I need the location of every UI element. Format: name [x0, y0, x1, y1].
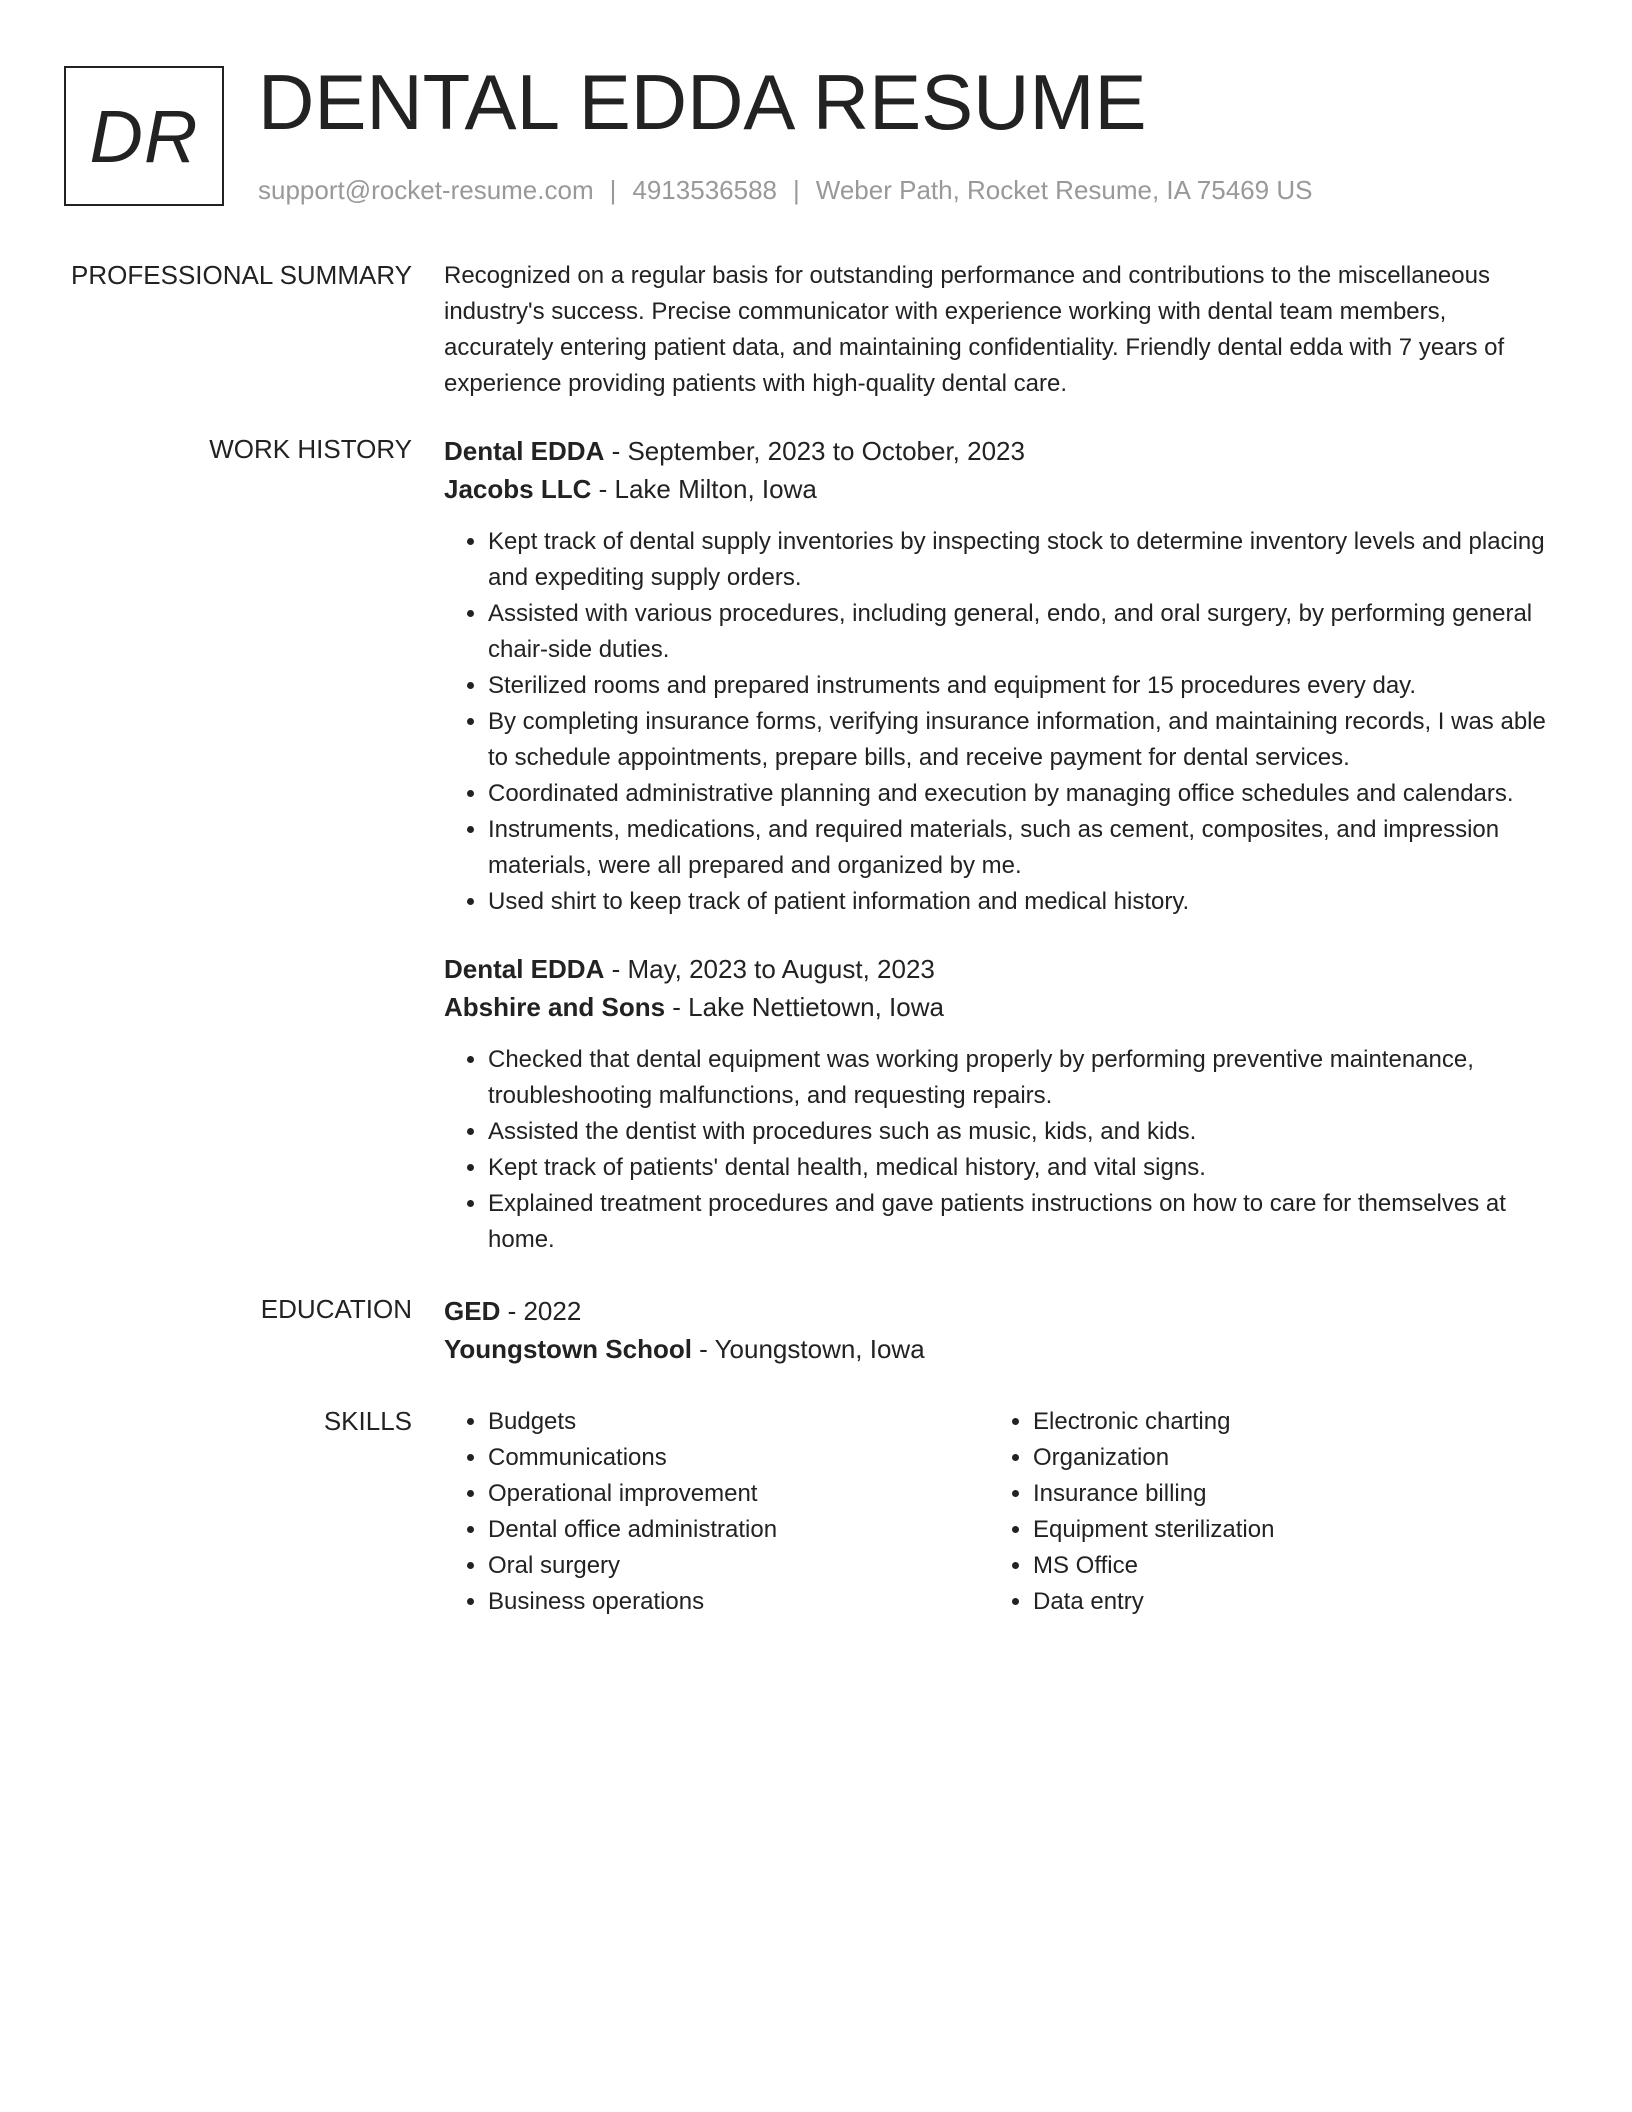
monogram-initials: DR — [89, 94, 199, 178]
summary-body — [444, 258, 1554, 402]
job-dates: - September, 2023 to October, 2023 — [604, 436, 1025, 466]
job-location: - Lake Milton, Iowa — [591, 474, 817, 504]
job-company: Jacobs LLC — [444, 474, 592, 504]
summary-heading: PROFESSIONAL SUMMARY — [71, 260, 412, 290]
education-location: - Youngstown, Iowa — [691, 1334, 925, 1364]
skill-item: • Communications — [488, 1440, 989, 1476]
job-dates: - May, 2023 to August, 2023 — [604, 954, 935, 984]
job-company: Abshire and Sons — [444, 992, 666, 1022]
job-title-line — [444, 950, 1554, 988]
job-bullet: • Explained treatment procedures and gave patients instructions on how to care for themselves at home. — [488, 1186, 1554, 1258]
job-location: - Lake Nettietown, Iowa — [665, 992, 944, 1022]
education-body — [444, 1292, 1554, 1368]
job-bullet: • Kept track of dental supply inventories by inspecting stock to determine inventory levels and placing and expediting supply orders. — [488, 524, 1554, 596]
skill-item: • Dental office administration — [488, 1512, 989, 1548]
skill-item: • Insurance billing — [1033, 1476, 1534, 1512]
skills-column-right — [989, 1404, 1534, 1620]
contact-phone[interactable]: 4913536588 — [632, 175, 777, 205]
job-bullet: • Sterilized rooms and prepared instruments and equipment for 15 procedures every day. — [488, 668, 1554, 704]
skill-item: • Oral surgery — [488, 1548, 989, 1584]
work-body — [444, 432, 1554, 1258]
job-bullet-list — [444, 524, 1554, 920]
job-bullet: • Used shirt to keep track of patient information and medical history. — [488, 884, 1554, 920]
job-bullet: • Checked that dental equipment was working properly by performing preventive maintenance, troubleshooting malfunctions, and requesting repairs. — [488, 1042, 1554, 1114]
resume-name: DENTAL EDDA RESUME — [258, 58, 1147, 146]
job-position: Dental EDDA — [444, 954, 605, 984]
contact-address: Weber Path, Rocket Resume, IA 75469 US — [815, 175, 1313, 205]
contact-line — [258, 174, 1312, 206]
education-degree: GED — [444, 1296, 501, 1326]
job-company-line — [444, 470, 1554, 508]
skill-item: • MS Office — [1033, 1548, 1534, 1584]
skill-item: • Budgets — [488, 1404, 989, 1440]
job-title-line — [444, 432, 1554, 470]
job-entry — [444, 432, 1554, 920]
job-bullet: • By completing insurance forms, verifying insurance information, and maintaining records, I was able to schedule appointments, prepare bills, and receive payment for dental services. — [488, 704, 1554, 776]
job-bullet: • Instruments, medications, and required materials, such as cement, composites, and impression materials, were all prepared and organized by me. — [488, 812, 1554, 884]
skills-body — [444, 1404, 1554, 1620]
summary-text: Recognized on a regular basis for outstanding performance and contributions to the miscellaneous industry's success. Precise communicator with experience working with dental team members, accurately entering patient data, and maintaining confidentiality. Friendly dental edda with 7 years of experience providing patients with high-quality dental care. — [444, 262, 1505, 397]
job-entry — [444, 950, 1554, 1258]
education-heading: EDUCATION — [260, 1294, 412, 1324]
contact-email[interactable]: support@rocket-resume.com — [258, 175, 594, 205]
job-bullet: • Coordinated administrative planning and execution by managing office schedules and calendars. — [488, 776, 1554, 812]
job-bullet-list — [444, 1042, 1554, 1258]
skill-item: • Electronic charting — [1033, 1404, 1534, 1440]
education-school-line — [444, 1330, 1554, 1368]
skill-item: • Data entry — [1033, 1584, 1534, 1620]
skills-list — [444, 1404, 989, 1620]
skill-item: • Operational improvement — [488, 1476, 989, 1512]
job-bullet: • Kept track of patients' dental health, medical history, and vital signs. — [488, 1150, 1554, 1186]
work-heading: WORK HISTORY — [209, 434, 412, 464]
job-position: Dental EDDA — [444, 436, 605, 466]
education-year: - 2022 — [500, 1296, 582, 1326]
contact-separator: | — [793, 175, 800, 205]
contact-separator: | — [609, 175, 617, 205]
job-company-line — [444, 988, 1554, 1026]
monogram-box — [64, 66, 224, 206]
education-degree-line — [444, 1292, 1554, 1330]
skills-column-left — [444, 1404, 989, 1620]
skill-item: • Equipment sterilization — [1033, 1512, 1534, 1548]
skill-item: • Organization — [1033, 1440, 1534, 1476]
skill-item: • Business operations — [488, 1584, 989, 1620]
job-bullet: • Assisted with various procedures, including general, endo, and oral surgery, by performing general chair-side duties. — [488, 596, 1554, 668]
skills-columns — [444, 1404, 1554, 1620]
skills-list — [989, 1404, 1534, 1620]
skills-heading: SKILLS — [323, 1406, 412, 1436]
education-school: Youngstown School — [444, 1334, 692, 1364]
job-bullet: • Assisted the dentist with procedures such as music, kids, and kids. — [488, 1114, 1554, 1150]
